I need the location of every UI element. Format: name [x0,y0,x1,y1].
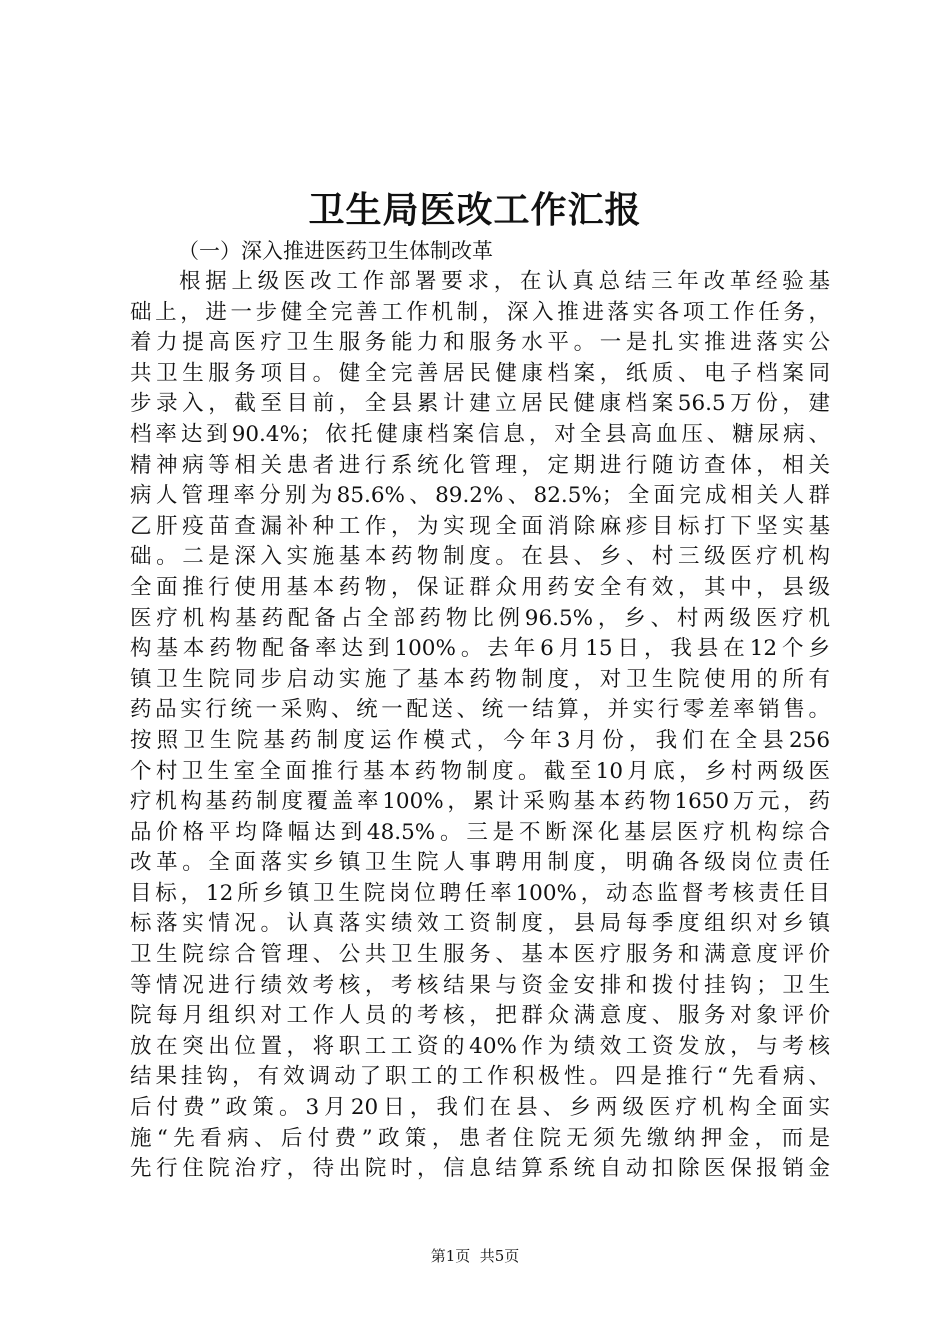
body-line: 全面推行使用基本药物，保证群众用药安全有效，其中，县级 [130,574,830,600]
body-line: 施“先看病、后付费”政策，患者住院无须先缴纳押金，而是 [130,1125,830,1151]
body-line: 础上，进一步健全完善工作机制，深入推进落实各项工作任务， [130,299,830,325]
body-line: 个村卫生室全面推行基本药物制度。截至10月底，乡村两级医 [130,758,830,784]
body-line: 构基本药物配备率达到100%。去年6月15日，我县在12个乡 [130,636,830,662]
body-line: 按照卫生院基药制度运作模式，今年3月份，我们在全县256 [130,727,830,753]
section-heading: （一）深入推进医药卫生体制改革 [178,239,493,263]
body-line: 乙肝疫苗查漏补种工作，为实现全面消除麻疹目标打下坚实基 [130,513,830,539]
body-line: 精神病等相关患者进行系统化管理，定期进行随访查体，相关 [130,452,830,478]
document-title: 卫生局医改工作汇报 [308,189,642,231]
body-line: 疗机构基药制度覆盖率100%，累计采购基本药物1650万元，药 [130,789,830,815]
body-line: 先行住院治疗，待出院时，信息结算系统自动扣除医保报销金 [130,1156,830,1182]
body-line: 共卫生服务项目。健全完善居民健康档案，纸质、电子档案同 [130,360,830,386]
body-line: 放在突出位置，将职工工资的40%作为绩效工资发放，与考核 [130,1033,830,1059]
body-line: 镇卫生院同步启动实施了基本药物制度，对卫生院使用的所有 [130,666,830,692]
body-line: 标落实情况。认真落实绩效工资制度，县局每季度组织对乡镇 [130,911,830,937]
body-line: 步录入，截至目前，全县累计建立居民健康档案56.5万份，建 [130,391,830,417]
body-line: 后付费”政策。3月20日，我们在县、乡两级医疗机构全面实 [130,1095,830,1121]
body-line: 础。二是深入实施基本药物制度。在县、乡、村三级医疗机构 [130,544,830,570]
body-line: 卫生院综合管理、公共卫生服务、基本医疗服务和满意度评价 [130,942,830,968]
body-line: 结果挂钩，有效调动了职工的工作积极性。四是推行“先看病、 [130,1064,830,1090]
body-line: 根据上级医改工作部署要求，在认真总结三年改革经验基 [179,269,830,294]
page-footer: 第1页 共5页 [430,1247,520,1265]
body-line: 医疗机构基药配备占全部药物比例96.5%，乡、村两级医疗机 [130,605,830,631]
body-line: 档率达到90.4%；依托健康档案信息，对全县高血压、糖尿病、 [130,421,830,447]
body-line: 药品实行统一采购、统一配送、统一结算，并实行零差率销售。 [130,697,830,723]
body-line: 品价格平均降幅达到48.5%。三是不断深化基层医疗机构综合 [130,819,830,845]
body-line: 改革。全面落实乡镇卫生院人事聘用制度，明确各级岗位责任 [130,850,830,876]
body-line: 目标，12所乡镇卫生院岗位聘任率100%，动态监督考核责任目 [130,880,830,906]
body-line: 等情况进行绩效考核，考核结果与资金安排和拨付挂钩；卫生 [130,972,830,998]
body-line: 病人管理率分别为85.6%、89.2%、82.5%；全面完成相关人群 [130,483,830,509]
body-line: 着力提高医疗卫生服务能力和服务水平。一是扎实推进落实公 [130,330,830,356]
body-text [130,267,830,1185]
body-line: 院每月组织对工作人员的考核，把群众满意度、服务对象评价 [130,1003,830,1029]
